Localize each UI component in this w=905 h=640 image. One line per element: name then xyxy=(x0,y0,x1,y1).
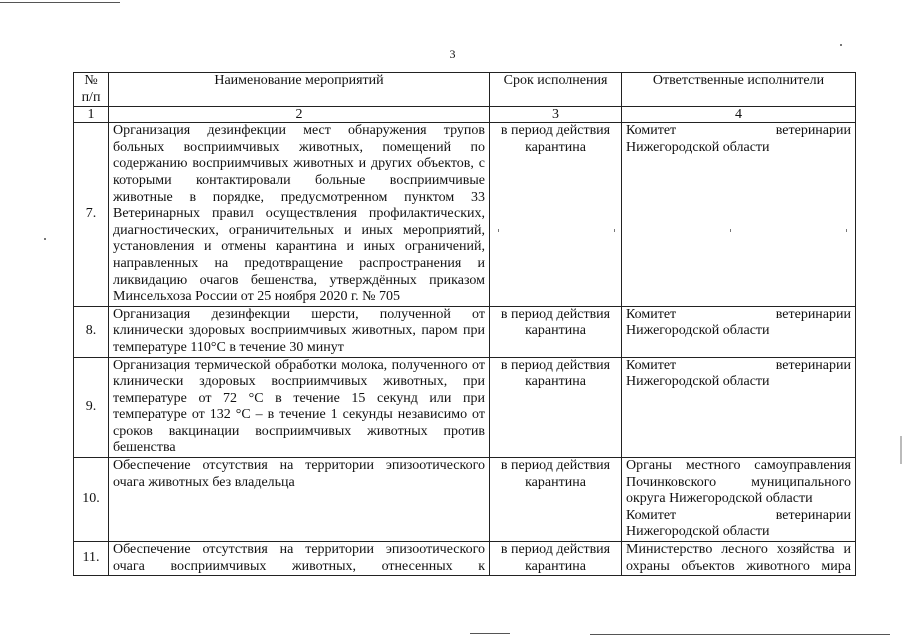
table-row xyxy=(74,357,856,458)
row-responsible xyxy=(622,542,856,576)
column-number: 1 xyxy=(74,107,109,123)
responsible-line: охраны объектов животного мира xyxy=(626,558,851,574)
row-term: в период действия карантина xyxy=(490,357,622,458)
column-number-row xyxy=(74,107,856,123)
row-activity: Организация термической обработки молока, полученного от клинически здоровых восприимчивых животных, при температуре от 72 °С в течение 15 секунд или при температуре от 132 °С – в течение 1 секунды независимо от сроков вакцинации восприимчивых животных против бешенства xyxy=(109,357,490,458)
responsible-line: Нижегородской области xyxy=(626,323,770,339)
page-number: 3 xyxy=(449,47,456,61)
header-number: № п/п xyxy=(74,73,109,107)
row-activity: Обеспечение отсутствия на территории эпизоотического очага животных без владельца xyxy=(109,458,490,542)
responsible-line: Комитет ветеринарии xyxy=(626,507,851,523)
row-number: 8. xyxy=(74,306,109,357)
column-number: 4 xyxy=(622,107,856,123)
responsible-line: Нижегородской области xyxy=(626,374,770,390)
scan-speck xyxy=(900,436,902,464)
row-responsible xyxy=(622,458,856,542)
table-row xyxy=(74,306,856,357)
table-header-row xyxy=(74,73,856,107)
header-activity: Наименование мероприятий xyxy=(109,73,490,107)
scan-speck xyxy=(44,238,46,240)
scan-artifact-line xyxy=(0,2,120,3)
responsible-line: Нижегородской области xyxy=(626,139,770,155)
row-responsible xyxy=(622,123,856,307)
responsible-line: Починковского муниципального xyxy=(626,474,851,490)
responsible-line: Нижегородской области xyxy=(626,524,770,540)
row-term: в период действия карантина xyxy=(490,542,622,576)
responsible-line: Комитет ветеринарии xyxy=(626,306,851,322)
row-term: в период действия карантина xyxy=(490,123,622,307)
row-term: в период действия карантина xyxy=(490,306,622,357)
header-term: Срок исполнения xyxy=(490,73,622,107)
row-activity: Обеспечение отсутствия на территории эпизоотического очага восприимчивых животных, отнесенных к xyxy=(109,542,490,576)
responsible-line: Комитет ветеринарии xyxy=(626,123,851,139)
responsible-line: округа Нижегородской области xyxy=(626,491,813,507)
responsible-line: Министерство лесного хозяйства и xyxy=(626,542,851,558)
row-activity: Организация дезинфекции мест обнаружения трупов больных восприимчивых животных, помещений по содержанию восприимчивых животных и других объектов, с которыми контактировали больные восприимчивые животные в порядке, предусмотренном пунктом 33 Ветеринарных правил осуществления профилактических, диагностических, ограничительных и иных мероприятий, установления и отмены карантина и иных ограничений, направленных на предотвращение распространения и ликвидацию очагов бешенства, утверждённых приказом Минсельхоза России от 25 ноября 2020 г. № 705 xyxy=(109,123,490,307)
row-number: 9. xyxy=(74,357,109,458)
row-responsible xyxy=(622,357,856,458)
table-row xyxy=(74,123,856,307)
row-responsible xyxy=(622,306,856,357)
document-table-region xyxy=(73,72,857,640)
row-number: 11. xyxy=(74,542,109,576)
header-responsible: Ответственные исполнители xyxy=(622,73,856,107)
row-number: 10. xyxy=(74,458,109,542)
table-row xyxy=(74,542,856,576)
row-term: в период действия карантина xyxy=(490,458,622,542)
column-number: 3 xyxy=(490,107,622,123)
table-row xyxy=(74,458,856,542)
row-activity: Организация дезинфекции шерсти, полученной от клинически здоровых восприимчивых животных, паром при температуре 110°С в течение 30 минут xyxy=(109,306,490,357)
column-number: 2 xyxy=(109,107,490,123)
responsible-line: Комитет ветеринарии xyxy=(626,357,851,373)
responsible-line: Органы местного самоуправления xyxy=(626,458,851,474)
measures-table xyxy=(73,72,856,576)
scan-speck xyxy=(840,44,842,46)
row-number: 7. xyxy=(74,123,109,307)
